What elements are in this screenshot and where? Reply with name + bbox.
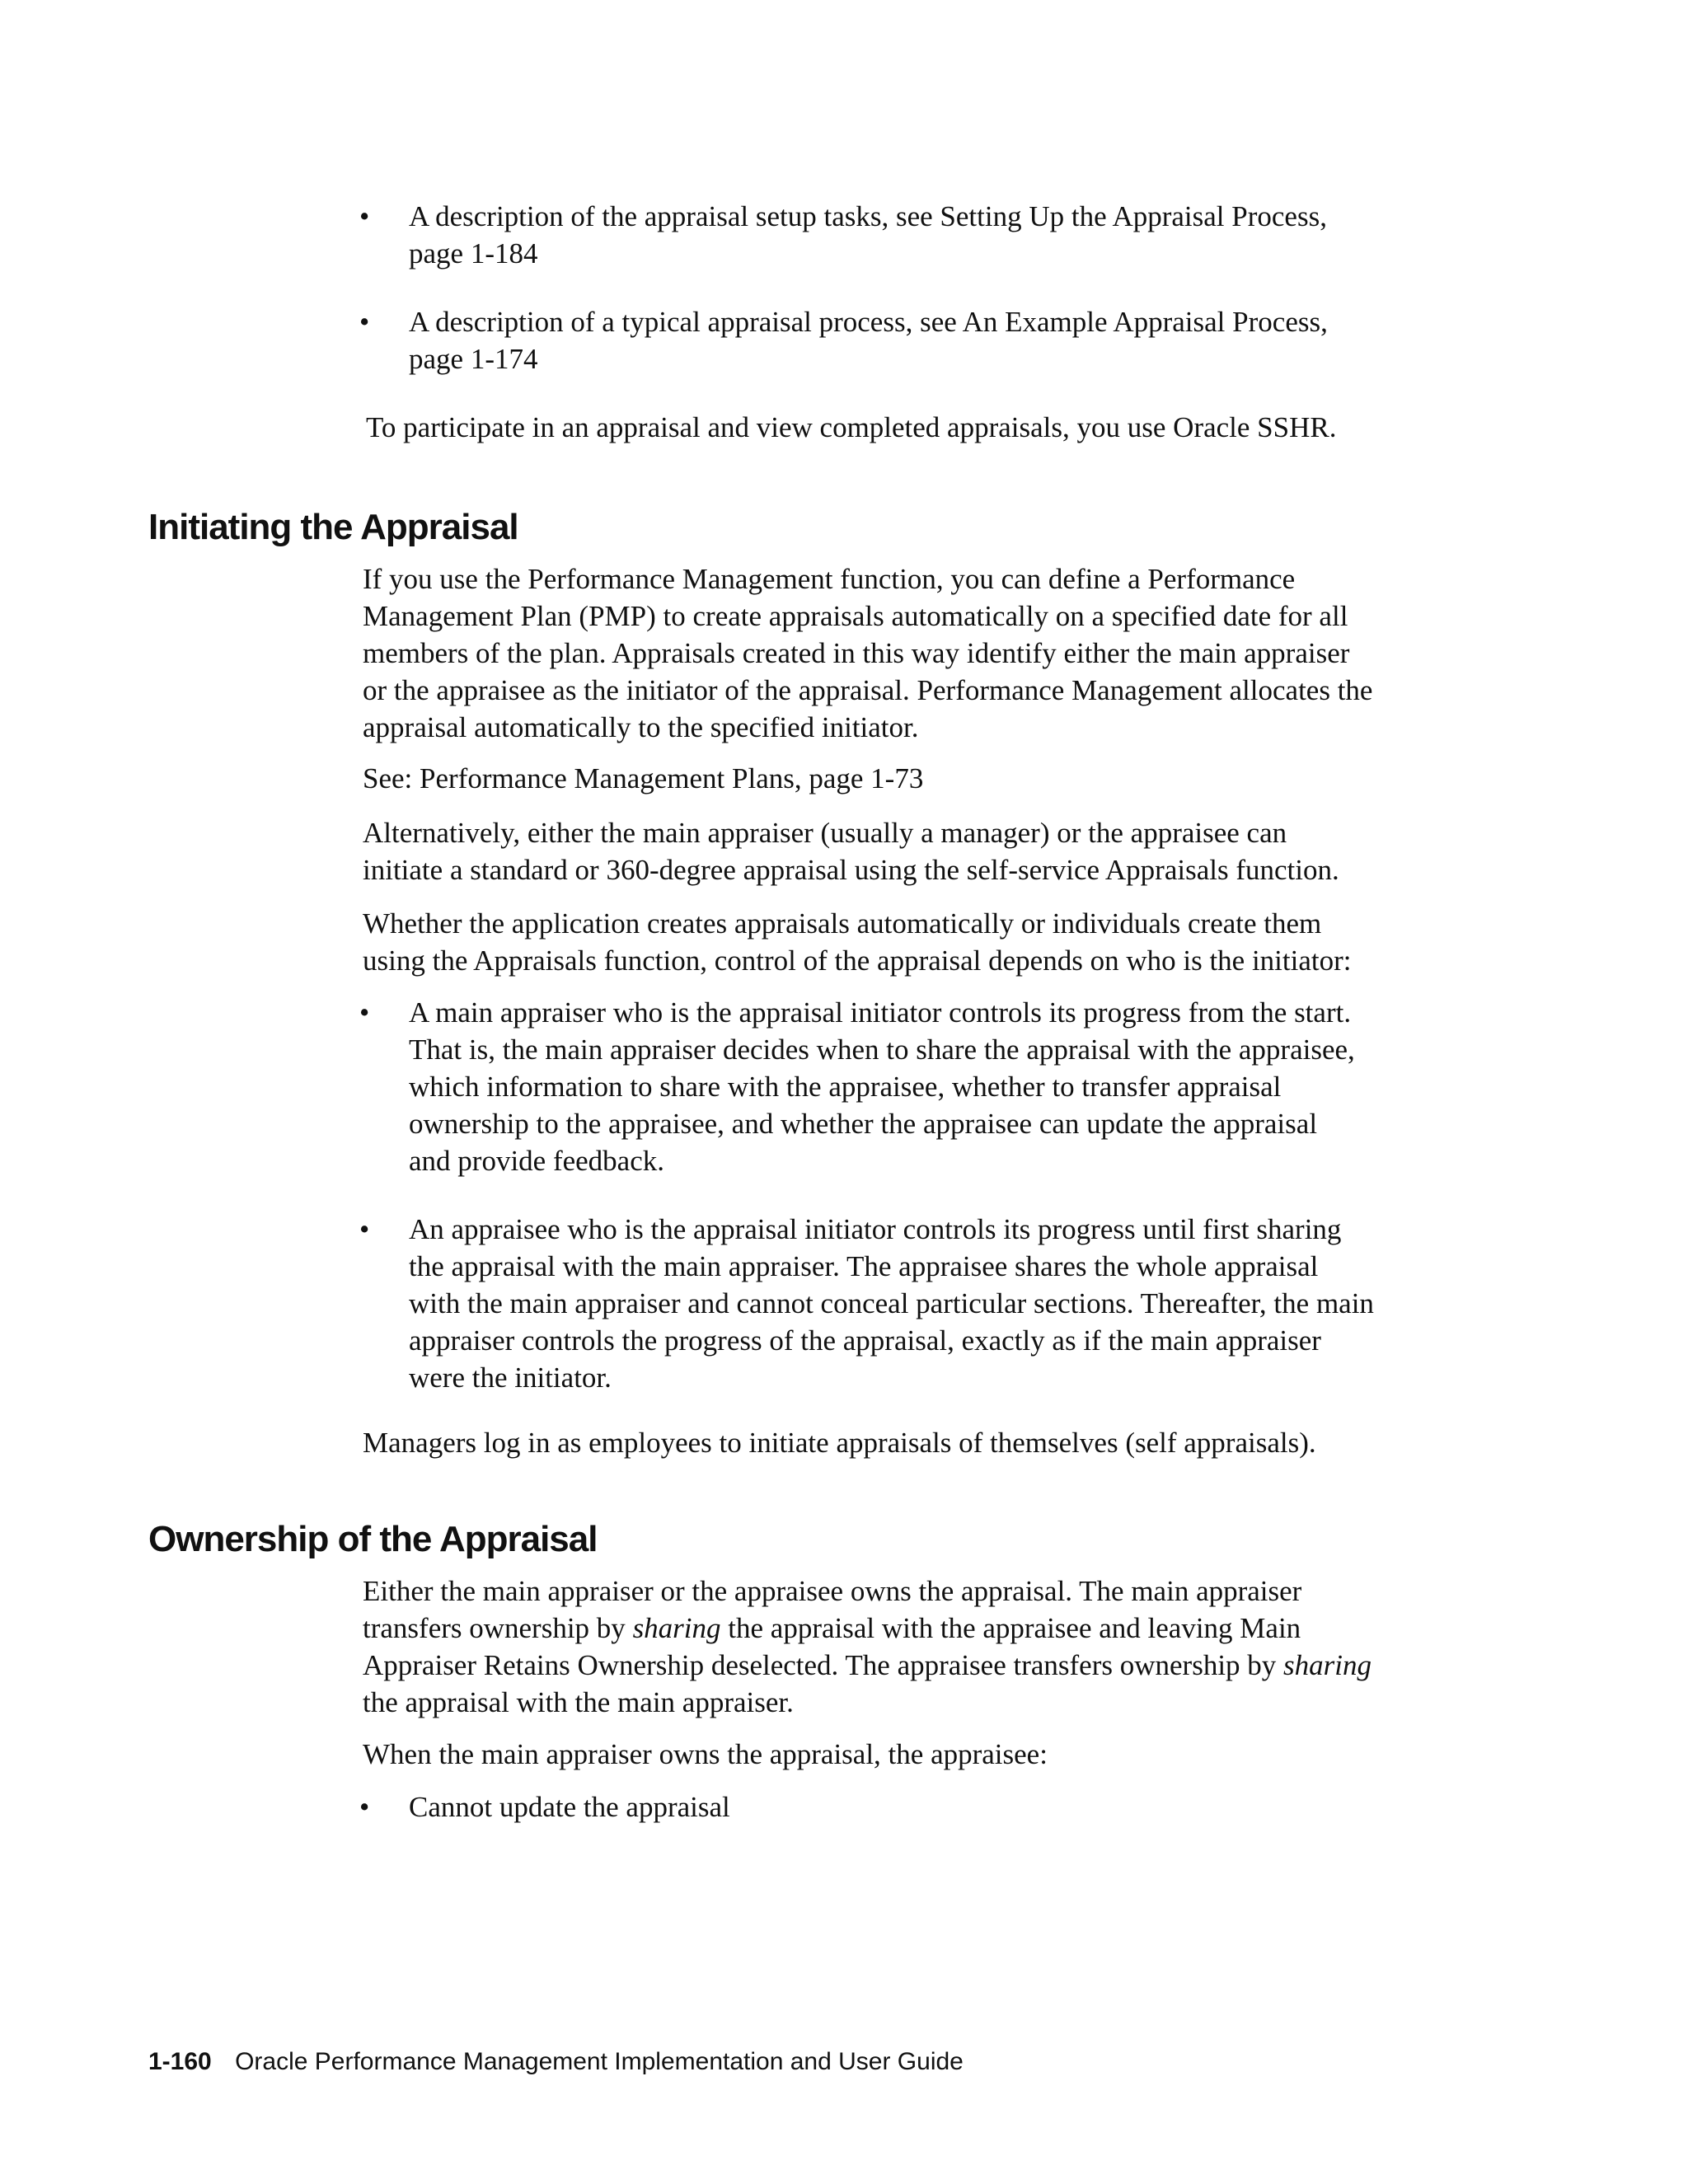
- list-item: • A description of the appraisal setup tasks, see Setting Up the Appraisal Process, page 1-184: [359, 198, 1431, 272]
- bullet-icon: •: [359, 306, 370, 338]
- list-item: • A main appraiser who is the appraisal initiator controls its progress from the start. That is, the main appraiser decides when to share the appraisal with the appraisee, which information to share with the appraisee, whether to transfer appraisal ownership to the appraisee, and whether the appraisee can update the appraisal and provide feedback.: [359, 994, 1464, 1179]
- initiating-paragraph-1: If you use the Performance Management function, you can define a Performance Management Plan (PMP) to create appraisals automatically on a specified date for all members of the plan. Appraisals created in this way identify either the main appraiser or the appraisee as the initiator of the appraisal. Performance Management allocates the appraisal automatically to the specified initiator.: [363, 563, 1373, 743]
- ownership-bullet-list: [359, 1788, 1431, 1825]
- initiating-paragraph-4: Whether the application creates appraisals automatically or individuals create them using the Appraisals function, control of the appraisal depends on who is the initiator:: [363, 907, 1352, 977]
- bullet-icon: •: [359, 1791, 370, 1823]
- list-item: • An appraisee who is the appraisal initiator controls its progress until first sharing the appraisal with the main appraiser. The appraisee shares the whole appraisal with the main appraiser and cannot conceal particular sections. Thereafter, the main appraiser controls the progress of the appraisal, exactly as if the main appraiser were the initiator.: [359, 1211, 1464, 1396]
- initiating-paragraph-3: Alternatively, either the main appraiser (usually a manager) or the appraisee can initiate a standard or 360-degree appraisal using the self-service Appraisals function.: [363, 817, 1339, 886]
- section-heading-ownership: Ownership of the Appraisal: [148, 1519, 598, 1559]
- section-heading-initiating: Initiating the Appraisal: [148, 507, 518, 547]
- bullet-icon: •: [359, 1213, 370, 1245]
- intro-paragraph: To participate in an appraisal and view completed appraisals, you use Oracle SSHR.: [366, 411, 1337, 443]
- ownership-paragraph-2: When the main appraiser owns the appraisal, the appraisee:: [363, 1738, 1048, 1770]
- initiating-paragraph-2: See: Performance Management Plans, page 1-73: [363, 762, 924, 794]
- list-item: • A description of a typical appraisal process, see An Example Appraisal Process, page 1-174: [359, 303, 1431, 377]
- top-bullet-list: [359, 198, 1431, 377]
- bullet-icon: •: [359, 200, 370, 232]
- page-number: 1-160: [148, 2048, 212, 2075]
- bullet-icon: •: [359, 996, 370, 1029]
- initiator-bullet-list: [359, 994, 1464, 1396]
- list-item: • Cannot update the appraisal: [359, 1788, 1431, 1825]
- initiating-paragraph-5: Managers log in as employees to initiate appraisals of themselves (self appraisals).: [363, 1427, 1316, 1459]
- footer-title: Oracle Performance Management Implementation and User Guide: [235, 2048, 964, 2075]
- page-footer: [148, 2047, 964, 2077]
- ownership-paragraph-1: Either the main appraiser or the appraisee owns the appraisal. The main appraiser transfers ownership by sharing the appraisal with the appraisee and leaving Main Appraiser Retains Ownership deselected. The appraisee transfers ownership by sharing the appraisal with the main appraiser.: [363, 1575, 1372, 1718]
